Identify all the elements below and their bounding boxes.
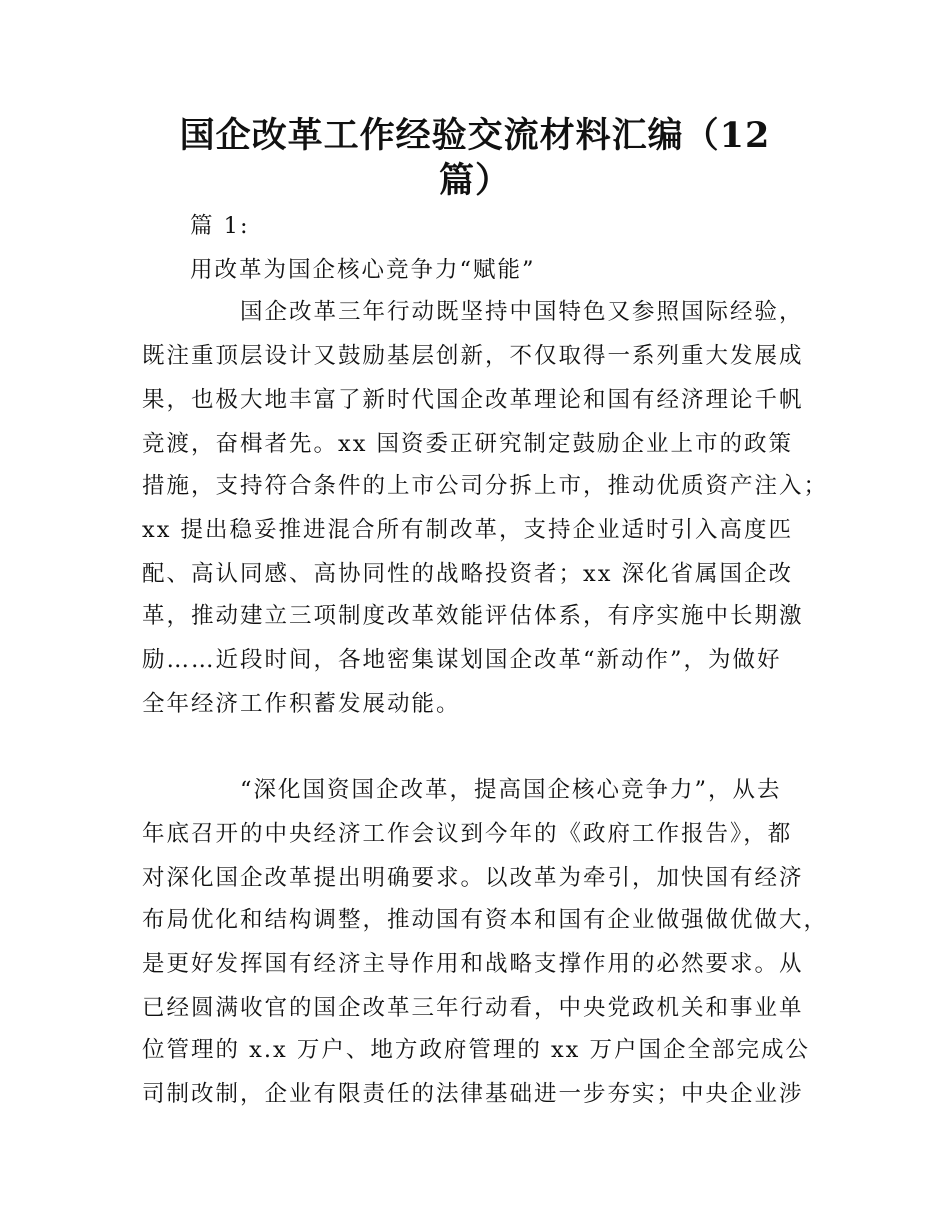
paragraph-line: 革，推动建立三项制度改革效能评估体系，有序实施中长期激 — [142, 603, 804, 629]
paragraph-line: 对深化国企改革提出明确要求。以改革为牵引，加快国有经济 — [142, 865, 804, 891]
paragraph-line: 已经圆满收官的国企改革三年行动看，中央党政机关和事业单 — [142, 995, 804, 1021]
section-label: 篇 1: — [190, 213, 250, 239]
paragraph-line: 励……近段时间，各地密集谋划国企改革“新动作”，为做好 — [142, 647, 782, 673]
paragraph-line: 既注重顶层设计又鼓励基层创新，不仅取得一系列重大发展成 — [142, 343, 804, 369]
document-title-line-1: 国企改革工作经验交流材料汇编（12 — [179, 115, 771, 156]
document-title-line-2: 篇） — [438, 160, 511, 201]
paragraph-line: 果，也极大地丰富了新时代国企改革理论和国有经济理论千帆 — [142, 387, 804, 413]
paragraph-line: 配、高认同感、高协同性的战略投资者；xx 深化省属国企改 — [142, 561, 794, 587]
paragraph-line: xx 提出稳妥推进混合所有制改革，支持企业适时引入高度匹 — [142, 517, 794, 543]
paragraph-line: 是更好发挥国有经济主导作用和战略支撑作用的必然要求。从 — [142, 951, 804, 977]
paragraph-line: “深化国资国企改革，提高国企核心竞争力”，从去 — [240, 777, 782, 803]
section-subtitle: 用改革为国企核心竞争力“赋能” — [190, 257, 536, 283]
paragraph-line: 竞渡，奋楫者先。xx 国资委正研究制定鼓励企业上市的政策 — [142, 431, 794, 457]
paragraph-line: 国企改革三年行动既坚持中国特色又参照国际经验， — [240, 299, 804, 325]
paragraph-line: 年底召开的中央经济工作会议到今年的《政府工作报告》，都 — [142, 821, 793, 847]
paragraph-line: 全年经济工作积蓄发展动能。 — [142, 691, 461, 717]
paragraph-line: 司制改制，企业有限责任的法律基础进一步夯实；中央企业涉 — [142, 1081, 804, 1107]
paragraph-line: 布局优化和结构调整，推动国有资本和国有企业做强做优做大， — [142, 907, 829, 933]
paragraph-line: 措施，支持符合条件的上市公司分拆上市，推动优质资产注入； — [142, 473, 829, 499]
paragraph-line: 位管理的 x.x 万户、地方政府管理的 xx 万户国企全部完成公 — [142, 1037, 811, 1063]
